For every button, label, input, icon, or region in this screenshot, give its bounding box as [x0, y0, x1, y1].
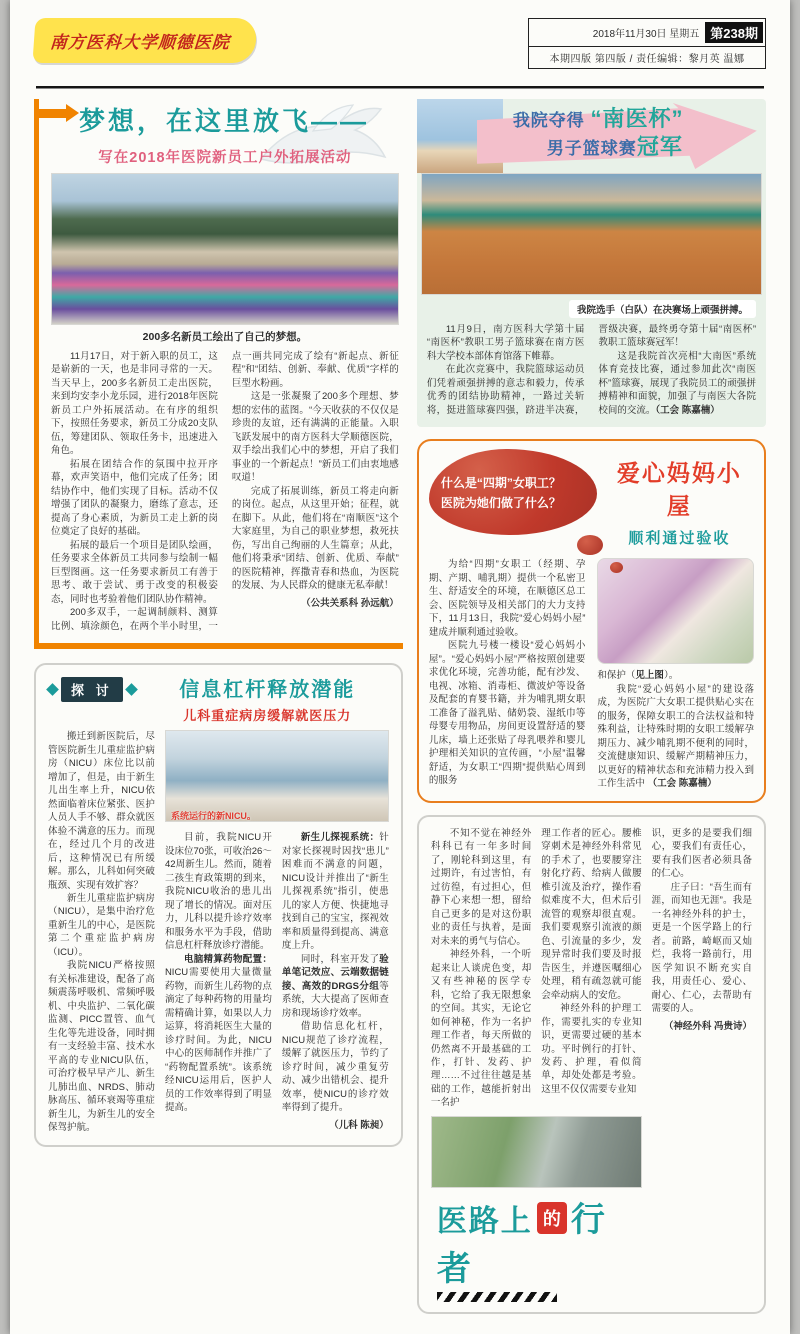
- walker-banner-title: 医路上 的 行者: [431, 1188, 642, 1302]
- diamond-right-icon: [125, 683, 138, 696]
- body-paragraph: 不知不觉在神经外科科已有一年多时间了，刚轮科到这里，有过期许，有过害怕，有过彷徨，有过担心，但静下心来想一想，留给自己更多的是对这份职业的责任与执着，是面对未来的勇气与信心。: [430, 827, 532, 947]
- article-nicu: [34, 663, 403, 1147]
- diamond-left-icon: [46, 683, 59, 696]
- text-column-2: [165, 831, 272, 1134]
- article-body: [431, 827, 752, 1302]
- byline: （公共关系科 孙远航）: [301, 597, 399, 609]
- thought-bubble-icon: [429, 449, 597, 535]
- body-paragraph: 这是我院首次亮相“大南医”系统体育竞技比赛，通过参加此次“南医杯”篮球赛，展现了我院员工的顽强拼搏精神和面貌，加强了与南医大各院校间的交流。（工会 陈嘉楠）: [598, 350, 756, 416]
- photo-caption: 系统运行的新NICU。: [170, 811, 256, 822]
- discussion-badge-label: 探 讨: [61, 677, 123, 702]
- right-column: [417, 99, 766, 1314]
- article-subtitle: 儿科重症病房缓解就医压力: [183, 708, 352, 724]
- body-paragraph: 完成了拓展训练，新员工将走向新的岗位。起点，从这里开始；征程，就在脚下。从此，他们将在“南顺医”这个大家庭里，为自己的职业梦想，救死扶伤，写出自己绚丽的人生篇章；从此，他们将秉承“团结、创新、优质、奉献”的医院精神，挥撒青春和热血，为医院的发展、为人民群众的健康无私奉献！: [231, 485, 399, 592]
- body-paragraph: 为给“四期”女职工（经期、孕期、产期、哺乳期）提供一个私密卫生、舒适安全的环境，在顺德区总工会、医院领导及相关部门的大力支持下，11月13日，我院“爱心妈妈小屋”建成并顺利通过验收。: [428, 559, 586, 638]
- edition-line: 本期四版 第四版 / 责任编辑：黎月英 温娜: [549, 54, 745, 65]
- article-title: 梦想，在这里放飞——: [79, 106, 370, 136]
- article-dream: [34, 99, 403, 649]
- body-paragraph: 同时，科室开发了验单笔记效应、云端数据链接、高效的DRGS分组等系统，大大提高了医师查房和现场诊疗效率。: [281, 953, 389, 1019]
- article-walker: [417, 815, 766, 1314]
- body-paragraph: 在此次竞赛中，我院篮球运动员们凭着顽强拼搏的意志和毅力，传承优秀的团结协助精神，一路过关斩将，挺进篮球赛四强，跻进半决赛，晋级决赛，最终勇夺第十届“南医杯”教职工篮球赛冠军！: [426, 324, 756, 416]
- issue-badge: 第238期: [705, 22, 763, 43]
- basketball-game-photo: [421, 173, 762, 295]
- left-column: [34, 99, 403, 1314]
- date-line: 2018年11月30日 星期五: [592, 29, 700, 40]
- hospital-logo-text: 南方医科大学顺德医院: [49, 33, 231, 52]
- text-column-2: [541, 827, 641, 1110]
- article-basketball: [417, 99, 766, 427]
- body-paragraph: 这是一张凝聚了200多个理想、梦想的宏伟的蓝图。“今天收获的不仅仅是珍贵的友谊，还有满满的正能量。入职飞跃发展中的南方医科大学顺德医院，双手绘出我们心中的梦想，开启了我们事业的一个新起点！”新员工们由衷地感叹道！: [231, 391, 399, 484]
- byline: （神经外科 冯贵诗）: [663, 1020, 752, 1032]
- bubble-question-line2: 医院为她们做了什么？: [440, 495, 561, 510]
- body-paragraph: 电脑精算药物配置：NICU需要使用大量微量药物，而新生儿药物的点滴定了每种药物的用量均需精确计算，如果以人力运算，将消耗医生大量的诊疗时间。为此，NICU中心的医师制作并推广了“药物配置系统”。该系统经NICU运用后，医护人员的工作效率得到了明显提高。: [164, 953, 272, 1114]
- masthead-rule: [36, 86, 764, 89]
- body-paragraph: 和保护（见上图）。: [597, 670, 679, 682]
- article-subtitle: 写在2018年医院新员工户外拓展活动: [98, 150, 352, 166]
- body-paragraph: 目前，我院NICU开设床位70张，可收治26～42周新生儿。然而，随着二孩生育政策期的到来，我院NICU收治的患儿出现了增长的情况。面对压力，儿科以提升诊疗效率和服务水平为手段，借助信息杠杆释放诊疗潜能。: [164, 832, 272, 952]
- text-column-3: [652, 827, 752, 1302]
- bubble-dot-icon: [577, 535, 603, 555]
- body-paragraph: 识，更多的是要我们细心，要我们有责任心，要有我们医者必须具备的仁心。: [651, 827, 752, 880]
- body-paragraph: 11月9日，南方医科大学第十届“南医杯”教职工男子篮球赛在南方医科大学校本部体育馆落下帷幕。: [426, 324, 585, 362]
- text-column-2: [597, 558, 754, 790]
- article-body: [417, 295, 766, 419]
- body-paragraph: 庄子曰：“吾生而有涯，而知也无涯”。我是一名神经外科的护士，更是一个医学路上的行者。前路，崎岖而又灿烂，我将一路前行，用医学知识不断充实自我，用责任心、爱心、耐心、仁心，去帮助有需要的人。: [651, 881, 752, 1015]
- body-paragraph: 神经外科，一个听起来让人谈虎色变，却又有些神秘的医学专科，它给了我无限想象的空间。其实，无论它如何神秘，作为一名护理工作者，每天所做的仍然离不开最基础的工作，打针、发药、护理……不过往往越是基础的工作，越能折射出一名护: [430, 949, 532, 1109]
- article-title: 信息杠杆释放潜能: [179, 679, 356, 702]
- article-subtitle: 顺利通过验收: [628, 530, 731, 548]
- team-painting-photo: [51, 173, 399, 325]
- byline: （工会 陈嘉楠）: [655, 404, 720, 416]
- body-paragraph: 医院九号楼一楼设“爱心妈妈小屋”。“爱心妈妈小屋”严格按照创建要求优化环境，完善功能，配有沙发、电视、冰箱、消毒柜、微波炉等设备及配套的育婴书籍，并为哺乳期女职工准备了溢乳贴、储奶袋、湿纸巾等母婴专用物品，房间更设置舒适的婴儿床，墙上还张贴了母乳喂养和婴儿护理相关知识的宣传画，“小屋”温馨舒适，为女职工“四期”提供贴心周到的服务: [428, 640, 586, 787]
- body-paragraph: 我院“爱心妈妈小屋”的建设落成，为医院广大女职工提供贴心实在的服务，保障女职工的合法权益和特殊利益，让特殊时期的女职工缓解孕期压力、减少哺乳期不便利的同时，交流健康知识、缓解产期精神压力，以更好的精神状态和充沛精力投入到工作生活中 （工会 陈嘉楠）: [597, 683, 754, 790]
- article-mama-room: [417, 439, 766, 802]
- body-paragraph: 借助信息化杠杆，NICU规范了诊疗流程，缓解了就医压力，节约了诊疗时间，减少重复劳动、减少出错机会、提升效率，使NICU的诊疗效率得到了提升。: [281, 1021, 389, 1114]
- body-paragraph: 拓展在团结合作的氛围中拉开序幕，欢声笑语中，他们完成了任务；团结协作中，他们实现了目标。活动不仅增强了团队的凝聚力，磨练了意志，还提高了身心素质，为新员工走上新的岗位奠定了良好的基础。: [51, 458, 218, 538]
- bold-lead: 电脑精算药物配置：: [183, 953, 272, 965]
- body-paragraph: 11月17日，对于新入职的员工，这是崭新的一天，也是非同寻常的一天。当天早上，200多名新员工走出医院，来到均安李小龙乐园，进行2018年医院新员工户外拓展活动。在有序的组织下，按照任务要求，新员工分成20支队伍，筹建团队、领取任务卡，迅速进入角色。: [51, 351, 218, 457]
- text-column-1: [431, 827, 531, 1110]
- body-paragraph: 拓展的最后一个项目是团队绘画，任务要求全体新员工共同参与绘制一幅巨型图画。这一任务要求新员工有善于思考、敢于尝试、勇于改变的积极姿态，同时也考验着他们团队协作精神。: [51, 539, 218, 605]
- newspaper-page: [10, 0, 790, 1334]
- body-paragraph: 新生儿重症监护病房（NICU），是集中治疗危重新生儿的中心，是医院第二个重症监护病房（ICU）。: [48, 892, 155, 958]
- stripes-decoration-icon: [437, 1292, 557, 1302]
- walker-banner-art: [431, 1116, 642, 1302]
- body-paragraph: 理工作者的匠心。腰椎穿刺术是神经外科常见的手术了，也要腰穿注射化疗药、给病人做腰椎引流及治疗，操作看似难度不大，但术后引流管的观察却很直观。我们要观察引流液的颜色、引流量的多少，发现异常时我们要及时报告医生，并遵医嘱细心处理，稍有疏忽就可能会牵动病人的安危。: [541, 827, 642, 1001]
- mama-room-photo: [597, 558, 754, 664]
- masthead: [34, 18, 766, 76]
- body-paragraph: 神经外科的护理工作，需要扎实的专业知识，更需要过硬的基本功。平时例行的打针、发药、护理，看似简单，却处处都是考验。这里不仅仅需要专业知: [541, 1003, 642, 1095]
- text-column-1: [48, 730, 155, 1135]
- de-red-box: 的: [537, 1202, 567, 1234]
- issue-info-box: [528, 18, 766, 69]
- article-body: [48, 730, 389, 1135]
- byline: （儿科 陈昶）: [329, 1119, 389, 1131]
- text-column-1: [429, 558, 586, 790]
- body-paragraph: 新生儿探视系统：针对家长探视时因找“患儿”困难而不满意的问题，NICU设计并推出了“新生儿探视系统”指引，使患儿的家人方便、快捷地寻找到自己的宝宝，探视效率和质量得到提高、满意度上升。: [281, 832, 389, 952]
- article-body: [429, 558, 754, 790]
- text-column-3: [282, 831, 389, 1134]
- discussion-badge: [48, 677, 136, 702]
- photo-caption: 我院选手（白队）在决赛场上顽强拼搏。: [569, 300, 756, 318]
- bold-lead: 新生儿探视系统：: [300, 832, 380, 844]
- bold-systems: 验单笔记效应、云端数据链接、高效的DRGS分组: [281, 953, 389, 992]
- hospital-road-photo: [431, 1116, 642, 1188]
- body-paragraph: 搬迁到新医院后，尽管医院新生儿重症监护病房（NICU）床位比以前增加了，但是，由于新生儿出生率上升，NICU依然面临着床位紧张、医护人员人手不够、群众就医体验不满意的压力。而现在，经过几个月的改进后，这种情况已有所缓解。那么，儿科如何突破瓶颈、实现有效扩容？: [48, 731, 155, 891]
- bubble-question-line1: 什么是“四期”女职工？: [440, 475, 561, 490]
- photo-caption: 200多名新员工绘出了自己的梦想。: [142, 331, 308, 343]
- article-title: 爱心妈妈小屋: [616, 460, 742, 520]
- hospital-logo: [32, 18, 257, 63]
- article-body: [51, 350, 399, 633]
- byline: （工会 陈嘉楠）: [647, 778, 717, 790]
- body-paragraph: 200多双手，一起调制颜料、测算比例、填涂颜色，在两个半小时里，一点一画共同完成了绘有“新起点、新征程”和“团结、创新、奉献、优质”字样的巨型水粉画。: [51, 351, 399, 632]
- page-content: [34, 99, 766, 1314]
- article-title: 我院夺得 “南医杯” 男子篮球赛冠军: [512, 106, 684, 159]
- see-above-note: 见上图: [635, 670, 664, 682]
- body-paragraph: 我院NICU严格按照有关标准建设，配备了高频震荡呼吸机、常频呼吸机、中央监护、二氧化碳监测、PICC置管、血气生化等先进设备，同时拥有一支经验丰富、技术水平高的专业NICU队伍，可治疗极早早产儿、新生儿肺出血、NRDS、肺动脉高压、循环衰竭等重症新生儿，为新生儿的安全保驾护航。: [48, 960, 155, 1134]
